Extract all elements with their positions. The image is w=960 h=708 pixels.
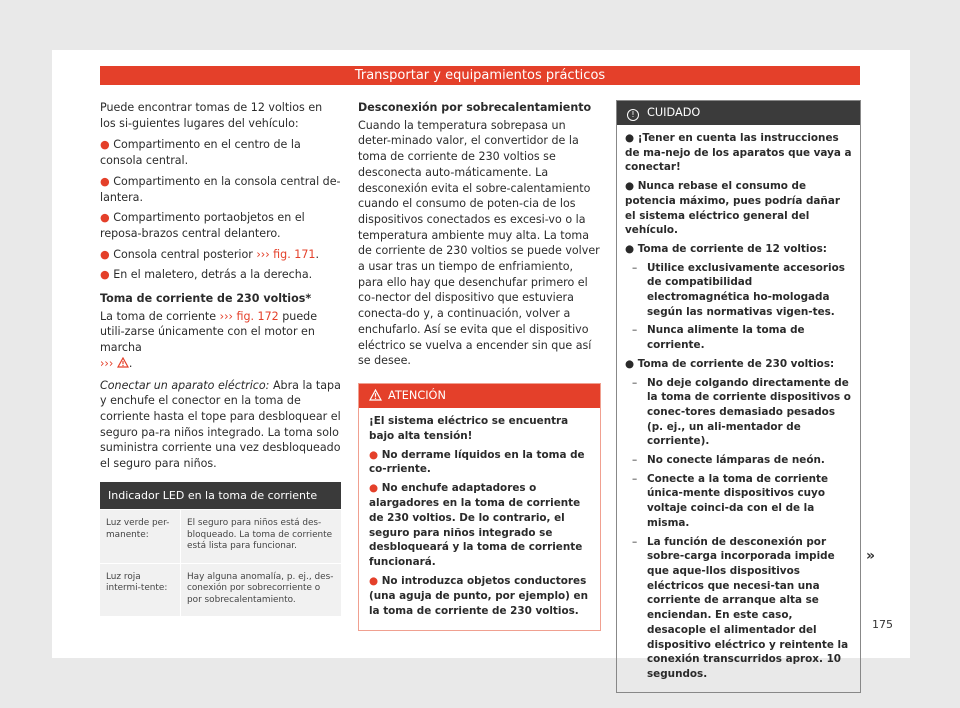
sub-list-item: – Nunca alimente la toma de corriente. [632, 324, 805, 352]
column-1 [100, 100, 341, 616]
led-indicator-table [100, 482, 341, 617]
list-item: ● No introduzca objetos conductores (una aguja de punto, por ejemplo) en la toma de corriente de 230 voltios. [369, 574, 588, 617]
bullet-icon: ● [369, 482, 379, 495]
bullet-icon: ● [369, 574, 379, 587]
list-item: ● Compartimento en la consola central de-lantera. [100, 174, 341, 204]
table-header: Indicador LED en la toma de corriente [100, 482, 341, 510]
warning-body: ¡El sistema eléctrico se encuentra bajo alta tensión! ● No derrame líquidos en la toma de co-rriente. ● No enchufe adaptadores o alargadores en la toma de corriente de 230 voltios. De lo contrario, el seguro para niños integrado se desbloqueará y la toma de corriente funcionará. ● No introduzca objetos conductores (una aguja de punto, por ejemplo) en la toma de corriente de 230 voltios. [359, 408, 600, 630]
list-item: ● Consola central posterior ››› fig. 171. [100, 247, 319, 261]
bullet-icon: ● [100, 268, 110, 282]
list-item: ● Toma de corriente de 12 voltios: [625, 242, 827, 255]
section-heading: Toma de corriente de 230 voltios* [100, 292, 312, 306]
warning-link[interactable]: ››› [100, 356, 114, 370]
figure-link[interactable]: ››› fig. 172 [219, 309, 279, 323]
bullet-icon: ● [100, 211, 110, 225]
table-row: Luz verde per-manente: El seguro para niños está des-bloqueado. La toma de corriente está lista para funcionar. [100, 510, 341, 564]
page-number: 175 [872, 618, 893, 631]
list-item: ● Nunca rebase el consumo de potencia máximo, pues podría dañar el sistema eléctrico general del vehículo. [625, 180, 840, 237]
list-item: ● ¡Tener en cuenta las instrucciones de ma-nejo de los aparatos que vaya a conectar! [625, 132, 852, 174]
bullet-icon: ● [100, 247, 110, 261]
table-row: Luz roja intermi-tente: Hay alguna anomalía, p. ej., des-conexión por sobrecorriente o por sobrecalentamiento. [100, 563, 341, 616]
intro-text: Puede encontrar tomas de 12 voltios en los si-guientes lugares del vehículo: [100, 101, 323, 130]
sub-list-item: – No conecte lámparas de neón. [632, 454, 825, 467]
paragraph: Cuando la temperatura sobrepasa un deter-minado valor, el convertidor de la toma de corriente de 230 voltios se desconecta auto-máticamente. La desconexión evita el sobre-calentamiento cuando el consumo de poten-cia de los dispositivos conectados es excesi-vo o la temperatura ambiente muy alta. La toma de corriente de 230 voltios se puede volver a usar tras un tiempo de enfriamiento, para ello hay que desenchufar primero el co-nector del dispositivo que estuviera conecta-do y, a continuación, volver a enchufarlo. Así se evita que el dispositivo eléctrico se vuelva a encender sin que así se desee. [358, 118, 600, 368]
sub-list-item: – No deje colgando directamente de la toma de corriente dispositivos o conec-tores demasiado pesados (p. ej., un ali-mentador de corriente). [632, 376, 851, 448]
list-item: ● Compartimento portaobjetos en el reposa-brazos central delantero. [100, 211, 305, 240]
sub-list-item: – Conecte a la toma de corriente única-mente dispositivos cuyo voltaje coinci-da con el de la misma. [632, 472, 829, 529]
info-circle-icon: ! [627, 109, 639, 121]
warning-box [358, 383, 601, 631]
list-item: ● En el maletero, detrás a la derecha. [100, 268, 313, 282]
sub-list-item: – La función de desconexión por sobre-carga incorporada impide que aque-llos dispositivos eléctricos que necesi-tan una corriente de arranque alta se enciendan. En este caso, desacople el alimentador del dispositivo eléctrico y reintente la conexión transcurridos aprox. 10 segundos. [632, 535, 849, 680]
caution-header: ! CUIDADO [617, 101, 860, 125]
continue-mark: » [866, 548, 876, 564]
figure-link[interactable]: ››› fig. 171 [256, 247, 316, 261]
list-item: ● Compartimento en el centro de la consola central. [100, 138, 301, 168]
warning-triangle-icon [117, 357, 129, 368]
column-3 [616, 100, 859, 693]
bullet-icon: ● [100, 138, 110, 152]
bullet-icon: ● [369, 448, 379, 461]
paragraph: La toma de corriente ››› fig. 172 puede utili-zarse únicamente con el motor en marcha ››› . [100, 309, 318, 370]
paragraph: Conectar un aparato eléctrico: Abra la tapa y enchufe el conector en la toma de corriente hasta el tope para desbloquear el seguro pa-ra niños integrado. La toma solo suministra corriente una vez desbloqueado el seguro para niños. [100, 378, 341, 471]
caution-box [616, 100, 861, 693]
list-item: ● Toma de corriente de 230 voltios: [625, 357, 835, 370]
caution-body [617, 125, 860, 692]
list-item: ● No derrame líquidos en la toma de co-rriente. [369, 448, 585, 476]
warning-header: ATENCIÓN [359, 384, 600, 408]
list-item: ● No enchufe adaptadores o alargadores en la toma de corriente de 230 voltios. De lo contrario, el seguro para niños integrado se desbloqueará y la toma de corriente funcionará. [369, 482, 583, 569]
bullet-icon: ● [100, 174, 110, 188]
page-header: Transportar y equipamientos prácticos [100, 66, 860, 85]
column-2 [358, 100, 601, 631]
section-heading: Desconexión por sobrecalentamiento [358, 101, 592, 114]
warning-triangle-icon [369, 389, 382, 401]
sub-list-item: – Utilice exclusivamente accesorios de compatibilidad electromagnética ho-mologada según las normativas vigen-tes. [632, 261, 845, 318]
